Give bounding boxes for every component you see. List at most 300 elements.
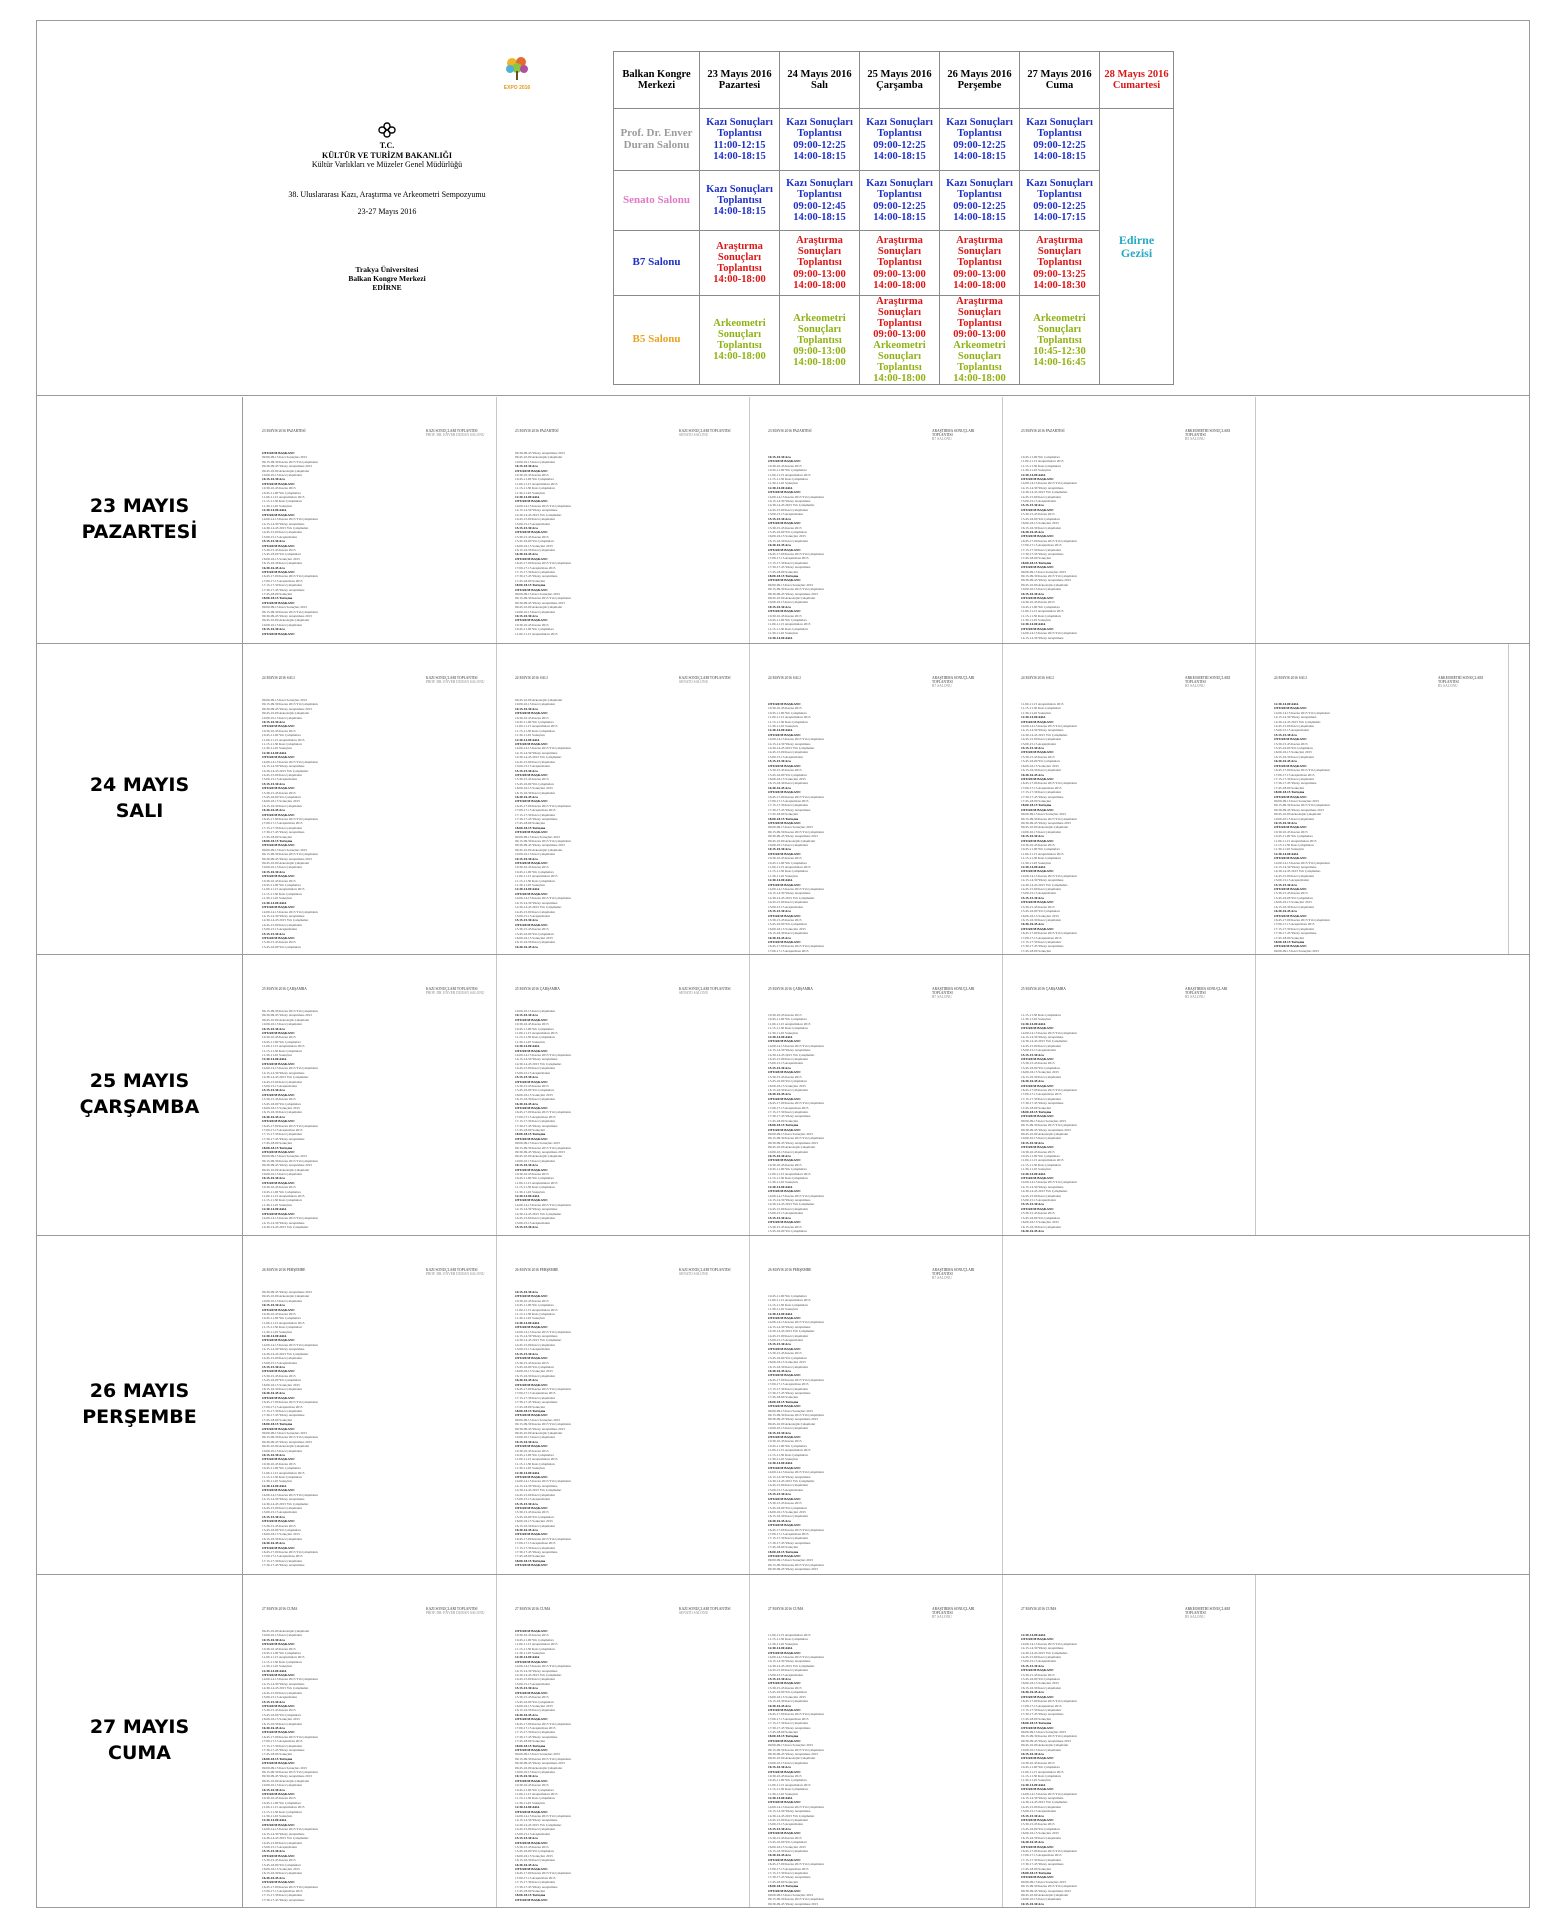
program-line: 10.30-10.45 Kazısı 2015 — [515, 715, 549, 720]
program-page-title-block — [1185, 1607, 1245, 1619]
program-line: OTURUM BAŞKANI: — [1274, 794, 1307, 799]
program-page — [1003, 397, 1256, 643]
program-line: 17.00-17.15 Araştırması 2015 — [515, 1114, 556, 1119]
program-line: 11.15-11.30 Kazı Çalışmaları — [515, 1312, 555, 1317]
program-page-lines — [262, 451, 486, 636]
program-line: OTURUM BAŞKANI: — [768, 790, 801, 795]
program-line: 10.30-10.45 Kazısı 2015 — [262, 1646, 296, 1651]
program-line: OTURUM BAŞKANI: — [515, 530, 548, 535]
program-line: OTURUM BAŞKANI: — [262, 935, 295, 940]
program-line: OTURUM BAŞKANI: — [768, 609, 801, 614]
program-line: 18.00-18.15 Tartışma — [262, 1422, 293, 1427]
program-line: 14.00-14.15 Kazısı 2015 Yılı Çalışmaları — [262, 1677, 318, 1682]
program-page-title: ARAŞTIRMA SONUÇLARI TOPLANTISI — [932, 676, 975, 684]
program-line: OTURUM BAŞKANI: — [1274, 737, 1307, 742]
program-line: 15.45-16.00 Yılı Çalışmaları — [262, 1101, 301, 1106]
program-line: 17.15-17.30 Kazı Çalışmaları — [515, 1119, 556, 1124]
program-line: 09.15-09.30 Kazısı 2015 Yılı Çalışmaları — [515, 1756, 571, 1761]
program-line: 16.15-16.30 Kazı Çalışmaları — [768, 1364, 809, 1369]
program-line: 10.00-10.15 Kazı Çalışmaları — [262, 622, 303, 627]
program-line: 18.00-18.15 Tartışma — [1021, 1870, 1052, 1875]
program-line: 10.15-10.30 Ara — [262, 1787, 285, 1792]
program-line: 11.00-11.15 Araştırmaları 2015 — [1021, 851, 1064, 856]
program-line: 16.15-16.30 Kazı Çalışmaları — [515, 940, 556, 945]
program-page-hall: PROF. DR. ENVER DURAN SALONU — [426, 680, 485, 684]
program-page-date: 27 MAYIS 2016 CUMA — [1021, 1607, 1057, 1611]
program-line: 17.15-17.30 Kazı Çalışmaları — [1021, 1857, 1062, 1862]
program-line: 10.00-10.15 Kazı Çalışmaları — [515, 459, 556, 464]
program-line: 15.30-15.45 Kazısı 2015 — [1274, 741, 1308, 746]
program-line: 10.45-11.00 Yılı Çalışmaları — [515, 477, 554, 482]
program-page-header — [1021, 987, 1245, 999]
program-line: 15.30-15.45 Kazısı 2015 — [1021, 1672, 1055, 1677]
program-line: 12.30-14.00 ARA — [262, 508, 287, 513]
program-page — [244, 1575, 497, 1907]
day-row — [37, 397, 1529, 644]
program-line: 11.00-11.15 Araştırmaları 2015 — [768, 715, 811, 720]
program-line: OTURUM BAŞKANI: — [1274, 706, 1307, 711]
program-page — [1256, 644, 1509, 954]
program-line: 09.00-09.15 Kazı Sonuçları 2015 — [1274, 798, 1320, 803]
program-line: 10.30-10.45 Kazısı 2015 — [515, 1448, 549, 1453]
program-line: 17.15-17.30 Kazı Çalışmaları — [515, 1395, 556, 1400]
program-line: OTURUM BAŞKANI: — [262, 1703, 295, 1708]
program-line: 15.00-15.15 Araştırmaları — [515, 1070, 551, 1075]
program-page-date: 24 MAYIS 2016 SALI — [515, 676, 548, 680]
program-line: 11.15-11.30 Kazı Çalışmaları — [262, 1809, 302, 1814]
program-line: 16.30-16.45 Ara — [768, 1703, 791, 1708]
program-line: 16.45-17.00 Kazısı 2015 Yılı Çalışmaları — [1021, 1699, 1077, 1704]
program-line: OTURUM BAŞKANI: — [515, 1325, 548, 1330]
program-line: 10.30-10.45 Kazısı 2015 — [262, 1185, 296, 1190]
program-line: 09.00-09.15 Kazı Sonuçları 2015 — [262, 698, 308, 702]
program-line: 18.00-18.15 Tartışma — [515, 1558, 546, 1563]
program-line: OTURUM BAŞKANI: — [515, 772, 548, 777]
program-line: 14.45-15.00 Kazı Çalışmaları — [515, 1216, 556, 1221]
program-page-lines — [768, 702, 992, 953]
program-line: 16.00-16.15 Sonuçları 2015 — [1021, 1070, 1059, 1075]
program-line: 17.00-17.15 Araştırması 2015 — [1274, 772, 1315, 777]
program-line: 15.30-15.45 Kazısı 2015 — [262, 547, 296, 552]
program-line: 18.00-18.15 Tartışma — [768, 1734, 799, 1739]
program-line: 10.45-11.00 Yılı Çalışmaları — [515, 1453, 554, 1458]
program-line: 09.45-10.00 Arkeolojik Çalışmalar — [768, 1756, 816, 1761]
program-line: 11.30-11.45 Sonuçları — [515, 733, 545, 738]
program-line: OTURUM BAŞKANI: — [515, 1017, 548, 1022]
program-line: 17.15-17.30 Kazı Çalışmaları — [1274, 926, 1315, 931]
program-line: 12.30-14.00 ARA — [262, 750, 287, 755]
program-page — [1003, 644, 1256, 954]
program-line: 11.00-11.15 Araştırmaları 2015 — [768, 1171, 811, 1176]
day-header-5: 27 Mayıs 2016 Cuma — [1020, 52, 1100, 109]
program-line: 12.30-14.00 ARA — [768, 485, 793, 490]
program-page-title-block — [426, 676, 486, 684]
program-line: 11.15-11.30 Kazı Çalışmaları — [1021, 1774, 1061, 1778]
program-line: 11.00-11.15 Araştırmaları 2015 — [515, 1180, 558, 1185]
program-line: 09.45-10.00 Arkeolojik Çalışmalar — [262, 1167, 310, 1172]
program-line: OTURUM BAŞKANI: — [262, 1545, 295, 1550]
program-line: 09.00-09.15 Kazı Sonuçları 2015 — [515, 1417, 561, 1422]
program-line: 10.00-10.15 Kazı Çalışmaları — [515, 852, 556, 857]
program-line: OTURUM BAŞKANI: — [768, 1158, 801, 1163]
program-line: 15.00-15.15 Araştırmaları — [515, 521, 551, 526]
program-line: 18.00-18.15 Tartışma — [262, 1756, 293, 1761]
program-line: OTURUM BAŞKANI: — [768, 702, 801, 706]
program-line: 11.30-11.45 Sonuçları — [1021, 710, 1051, 715]
program-line: 14.45-15.00 Kazı Çalışmaları — [1021, 494, 1062, 499]
program-line: OTURUM BAŞKANI: — [1021, 1114, 1054, 1119]
program-line: 10.00-10.15 Kazı Çalışmaları — [262, 1448, 303, 1453]
program-line: OTURUM BAŞKANI: — [262, 905, 295, 910]
program-line: 16.00-16.15 Sonuçları 2015 — [1021, 521, 1059, 526]
program-page — [750, 1575, 1003, 1907]
program-line: 11.30-11.45 Sonuçları — [262, 1664, 292, 1669]
program-line: OTURUM BAŞKANI: — [768, 1039, 801, 1044]
day-label: 25 MAYIS ÇARŞAMBA — [37, 955, 243, 1235]
program-line: 16.15-16.30 Kazı Çalışmaları — [1021, 768, 1062, 773]
program-line: 16.45-17.00 Kazısı 2015 Yılı Çalışmaları — [1021, 781, 1077, 786]
program-line: 10.00-10.15 Kazı Çalışmaları — [1021, 1136, 1062, 1141]
program-line: 11.30-11.45 Sonuçları — [262, 503, 292, 508]
program-line: 09.45-10.00 Arkeolojik Çalışmalar — [768, 838, 816, 843]
program-line: 14.30-14.45 2015 Yılı Çalışmaları — [768, 1813, 815, 1818]
program-page-title: KAZI SONUÇLARI TOPLANTISI — [426, 429, 478, 433]
program-line: 17.30-17.45 Yüzey Araştırması — [262, 1136, 305, 1141]
program-line: 17.30-17.45 Yüzey Araştırması — [768, 1114, 811, 1119]
program-line: 11.15-11.30 Kazı Çalışmaları — [768, 477, 808, 482]
program-line: 14.00-14.15 Kazısı 2015 Yılı Çalışmaları — [1274, 860, 1330, 865]
program-line: 12.30-14.00 ARA — [515, 495, 540, 500]
program-line: 17.30-17.45 Yüzey Araştırması — [1021, 1101, 1064, 1106]
program-line: 15.30-15.45 Kazısı 2015 — [262, 1097, 296, 1102]
program-line: 09.15-09.30 Kazısı 2015 Yılı Çalışmaları — [262, 1158, 318, 1163]
program-line: 10.30-10.45 Kazısı 2015 — [768, 1774, 802, 1778]
program-page-title: ARKEOMETRİ SONUÇLARI TOPLANTISI — [1185, 1607, 1231, 1615]
program-line: 14.15-14.30 Yüzey Araştırması — [768, 499, 811, 504]
program-line: 14.00-14.15 Kazısı 2015 Yılı Çalışmaları — [768, 1470, 824, 1475]
program-line: 16.00-16.15 Sonuçları 2015 — [768, 1509, 806, 1514]
program-line: OTURUM BAŞKANI: — [768, 1096, 801, 1101]
program-line: 14.15-14.30 Yüzey Araştırması — [515, 1057, 558, 1062]
program-line: 15.00-15.15 Araştırmaları — [262, 1083, 298, 1088]
program-line: 11.30-11.45 Sonuçları — [262, 1814, 292, 1819]
program-page-title-block — [932, 429, 992, 441]
program-line: 15.30-15.45 Kazısı 2015 — [262, 1858, 296, 1863]
program-line: 18.00-18.15 Tartışma — [515, 1408, 546, 1413]
program-line: OTURUM BAŞKANI: — [262, 1673, 295, 1678]
program-line: 15.15-15.30 Ara — [1021, 1813, 1044, 1818]
program-page — [244, 397, 497, 643]
program-line: 09.00-09.15 Kazı Sonuçları 2015 — [1021, 1118, 1067, 1123]
program-line: 09.00-09.15 Kazı Sonuçları 2015 — [768, 1131, 814, 1136]
program-line: OTURUM BAŞKANI: — [768, 1435, 801, 1439]
program-line: 11.30-11.45 Sonuçları — [1021, 618, 1051, 623]
program-line: OTURUM BAŞKANI: — [1021, 750, 1054, 755]
program-line: 16.00-16.15 Sonuçları 2015 — [1021, 763, 1059, 768]
university-name: Trakya Üniversitesi — [355, 264, 419, 274]
program-line: 10.15-10.30 Ara — [768, 604, 791, 609]
program-line: 14.45-15.00 Kazı Çalışmaları — [515, 517, 556, 522]
day-label: 23 MAYIS PAZARTESİ — [37, 397, 243, 643]
program-line: OTURUM BAŞKANI: — [768, 913, 801, 918]
program-line: 16.00-16.15 Sonuçları 2015 — [515, 935, 553, 940]
program-line: 14.45-15.00 Kazı Çalışmaları — [768, 750, 809, 755]
program-line: OTURUM BAŞKANI: — [768, 1373, 801, 1378]
program-page-header — [768, 429, 992, 441]
program-line: 15.00-15.15 Araştırmaları — [515, 1347, 551, 1352]
program-line: 10.45-11.00 Yılı Çalışmaları — [1021, 604, 1060, 609]
program-line: 10.45-11.00 Yılı Çalışmaları — [1021, 1154, 1060, 1158]
program-line: OTURUM BAŞKANI: — [515, 1866, 548, 1871]
program-line: 10.30-10.45 Kazısı 2015 — [515, 1298, 549, 1303]
program-line: 11.00-11.15 Araştırmaları 2015 — [262, 1655, 305, 1660]
program-page-lines — [1274, 702, 1498, 953]
program-page-title: KAZI SONUÇLARI TOPLANTISI — [679, 1607, 731, 1611]
program-line: 14.30-14.45 2015 Yılı Çalışmaları — [768, 1202, 815, 1207]
program-line: 10.45-11.00 Yılı Çalışmaları — [262, 1189, 301, 1194]
program-line: 10.15-10.30 Ara — [515, 706, 538, 711]
program-page-lines — [768, 1013, 992, 1233]
program-line: 10.15-10.30 Ara — [515, 1774, 538, 1779]
program-line: 10.00-10.15 Kazı Çalışmaları — [1021, 829, 1062, 834]
program-line: 14.30-14.45 2015 Yılı Çalışmaları — [262, 768, 309, 773]
program-line: OTURUM BAŞKANI: — [768, 1220, 801, 1225]
program-line: 16.45-17.00 Kazısı 2015 Yılı Çalışmaları — [1021, 931, 1077, 936]
program-line: 10.45-11.00 Yılı Çalışmaları — [1021, 847, 1060, 852]
program-line: 18.00-18.15 Tartışma — [1021, 1721, 1052, 1726]
program-line: 09.45-10.00 Arkeolojik Çalışmalar — [1021, 1743, 1069, 1748]
program-line: 18.00-18.15 Tartışma — [768, 1549, 799, 1554]
saturday-excursion-cell: Edirne Gezisi — [1100, 109, 1174, 385]
program-line: 15.00-15.15 Araştırmaları — [1021, 1048, 1057, 1053]
program-line: 15.30-15.45 Kazısı 2015 — [515, 927, 549, 932]
program-line: 09.30-09.45 Yüzey Araştırması 2015 — [262, 614, 313, 619]
program-line: 09.45-10.00 Arkeolojik Çalışmalar — [768, 1145, 816, 1150]
program-line: 15.45-16.00 Yılı Çalışmaları — [768, 772, 807, 777]
program-line: 09.15-09.30 Kazısı 2015 Yılı Çalışmaları — [768, 1412, 824, 1417]
program-line: 14.00-14.15 Kazısı 2015 Yılı Çalışmaları — [1021, 873, 1077, 878]
program-line: 14.00-14.15 Kazısı 2015 Yılı Çalışmaları — [515, 503, 571, 508]
program-line: 10.00-10.15 Kazı Çalışmaları — [515, 1770, 556, 1774]
program-page-title: KAZI SONUÇLARI TOPLANTISI — [426, 676, 478, 680]
program-line: 11.00-11.15 Araştırmaları 2015 — [262, 1194, 305, 1199]
program-line: 17.00-17.15 Araştırması 2015 — [515, 1725, 556, 1730]
program-line: 15.15-15.30 Ara — [262, 1699, 285, 1704]
program-line: OTURUM BAŞKANI: — [262, 1519, 295, 1524]
session-cell: Kazı Sonuçları Toplantısı 09:00-12:45 14:00-18:15 — [780, 171, 860, 231]
program-line: 15.45-16.00 Yılı Çalışmaları — [515, 539, 554, 544]
program-line: 17.45-18.00 Sonuçları — [1021, 798, 1052, 803]
program-page — [750, 1236, 1003, 1574]
program-line: 17.45-18.00 Sonuçları — [768, 1395, 799, 1400]
program-line: 11.30-11.45 Sonuçları — [768, 1307, 798, 1312]
symposium-dates: 23-27 Mayıs 2016 — [357, 207, 417, 217]
program-page-title: KAZI SONUÇLARI TOPLANTISI — [679, 676, 731, 680]
program-line: OTURUM BAŞKANI: — [1021, 507, 1054, 512]
program-line: 11.30-11.45 Sonuçları — [768, 873, 798, 878]
program-line: OTURUM BAŞKANI: — [1021, 926, 1054, 931]
program-line: 15.45-16.00 Yılı Çalışmaları — [515, 1849, 554, 1854]
program-line: 16.15-16.30 Kazı Çalışmaları — [768, 1699, 809, 1704]
program-line: 15.15-15.30 Ara — [768, 1342, 791, 1347]
program-page-hall: B5 SALONU — [1438, 684, 1458, 688]
program-line: 12.30-14.00 ARA — [1021, 865, 1046, 870]
program-line: 15.30-15.45 Kazısı 2015 — [1021, 1822, 1055, 1827]
program-line: 14.00-14.15 Kazısı 2015 Yılı Çalışmaları — [768, 1320, 824, 1325]
program-line: 10.45-11.00 Yılı Çalışmaları — [262, 733, 301, 738]
program-page-header — [1274, 676, 1498, 688]
program-line: 17.30-17.45 Yüzey Araştırması — [768, 1725, 811, 1730]
session-research-text: Araştırma Sonuçları Toplantısı 09:00-13:00 — [953, 296, 1006, 341]
program-line: 14.30-14.45 2015 Yılı Çalışmaları — [262, 525, 309, 530]
program-line: 14.45-15.00 Kazı Çalışmaları — [262, 1840, 303, 1845]
program-line: 15.15-15.30 Ara — [262, 1849, 285, 1854]
program-page-title-block — [1185, 429, 1245, 441]
program-line: 14.15-14.30 Yüzey Araştırması — [515, 900, 558, 905]
program-line: 18.00-18.15 Tartışma — [515, 1893, 546, 1898]
program-page-title-block — [932, 1268, 992, 1280]
program-line: OTURUM BAŞKANI: — [1021, 534, 1054, 539]
program-line: 15.15-15.30 Ara — [1021, 1663, 1044, 1668]
program-line: OTURUM BAŞKANI: — [1021, 1787, 1054, 1792]
program-line: 09.45-10.00 Arkeolojik Çalışmalar — [262, 1778, 310, 1783]
program-line: 17.00-17.15 Araştırması 2015 — [768, 948, 809, 953]
program-line: 15.00-15.15 Araştırmaları — [768, 512, 804, 517]
program-line: 14.30-14.45 2015 Yılı Çalışmaları — [1274, 719, 1321, 724]
program-line: 09.00-09.15 Kazı Sonuçları 2015 — [768, 1892, 814, 1897]
program-line: OTURUM BAŞKANI: — [262, 451, 295, 455]
program-line: 11.15-11.30 Kazı Çalışmaları — [768, 1637, 808, 1642]
program-line: 17.15-17.30 Kazı Çalışmaları — [1274, 776, 1315, 781]
program-line: 14.30-14.45 2015 Yılı Çalışmaları — [1021, 490, 1068, 495]
program-line: 11.00-11.15 Araştırmaları 2015 — [515, 1031, 558, 1036]
program-line: 14.15-14.30 Yüzey Araştırması — [1021, 878, 1064, 883]
program-line: OTURUM BAŞKANI: — [262, 1488, 295, 1493]
program-page-header — [768, 987, 992, 999]
program-line: 11.00-11.15 Araştırmaları 2015 — [768, 865, 811, 870]
program-line: 16.00-16.15 Sonuçları 2015 — [768, 534, 806, 539]
program-line: 15.00-15.15 Araştırmaları — [768, 1672, 804, 1677]
program-line: 17.30-17.45 Yüzey Araştırması — [768, 1875, 811, 1880]
program-line: 10.45-11.00 Yılı Çalışmaları — [262, 1466, 301, 1471]
program-line: 16.00-16.15 Sonuçları 2015 — [1021, 1681, 1059, 1686]
program-line: 16.00-16.15 Sonuçları 2015 — [1021, 913, 1059, 918]
program-line: 09.00-09.15 Kazı Sonuçları 2015 — [262, 605, 308, 610]
program-line: 10.00-10.15 Kazı Çalışmaları — [515, 609, 556, 614]
program-line: 16.00-16.15 Sonuçları 2015 — [515, 1703, 553, 1708]
program-line: OTURUM BAŞKANI: — [515, 891, 548, 896]
program-line: OTURUM BAŞKANI: — [768, 1707, 801, 1712]
program-line: 17.30-17.45 Yüzey Araştırması — [262, 1747, 305, 1752]
program-line: OTURUM BAŞKANI: — [1021, 1637, 1054, 1642]
program-line: 10.00-10.15 Kazı Çalışmaları — [1021, 587, 1062, 592]
program-line: 16.45-17.00 Kazısı 2015 Yılı Çalışmaları — [1274, 917, 1330, 922]
program-line: 17.00-17.15 Araştırması 2015 — [1021, 543, 1062, 548]
program-line: OTURUM BAŞKANI: — [262, 874, 295, 879]
program-page-lines — [1021, 702, 1245, 953]
program-line: 12.30-14.00 ARA — [515, 1044, 540, 1049]
program-line: 11.00-11.15 Araştırmaları 2015 — [768, 1298, 811, 1303]
program-line: 09.30-09.45 Yüzey Araştırması 2015 — [768, 1140, 819, 1145]
program-line: 10.00-10.15 Kazı Çalışmaları — [515, 702, 556, 707]
program-page-title: ARAŞTIRMA SONUÇLARI TOPLANTISI — [932, 1607, 975, 1615]
program-line: OTURUM BAŞKANI: — [515, 1382, 548, 1387]
program-line: 17.30-17.45 Yüzey Araştırması — [1274, 781, 1317, 786]
program-page-hall: PROF. DR. ENVER DURAN SALONU — [426, 1272, 485, 1276]
program-line: 15.00-15.15 Araştırmaları — [262, 1510, 298, 1515]
program-line: 15.30-15.45 Kazısı 2015 — [262, 1373, 296, 1378]
program-line: 14.45-15.00 Kazı Çalışmaları — [515, 1827, 556, 1832]
program-line: 16.15-16.30 Kazı Çalışmaları — [515, 1708, 556, 1713]
program-line: 15.15-15.30 Ara — [1021, 746, 1044, 751]
program-line: 15.45-16.00 Yılı Çalışmaları — [768, 1079, 807, 1084]
program-line: 11.15-11.30 Kazı Çalışmaları — [262, 891, 302, 896]
program-line: 10.30-10.45 Kazısı 2015 — [768, 613, 802, 618]
program-line: OTURUM BAŞKANI: — [262, 1338, 295, 1343]
program-page-title: ARAŞTIRMA SONUÇLARI TOPLANTISI — [932, 1268, 975, 1276]
program-line: 16.15-16.30 Kazı Çalışmaları — [1274, 754, 1315, 759]
program-line: 14.30-14.45 2015 Yılı Çalışmaları — [515, 1488, 562, 1493]
program-line: 16.00-16.15 Sonuçları 2015 — [768, 1360, 806, 1365]
program-line: 16.45-17.00 Kazısı 2015 Yılı Çalışmaları — [768, 1712, 824, 1717]
program-line: 10.15-10.30 Ara — [768, 1154, 791, 1158]
program-line: 09.30-09.45 Yüzey Araştırması 2015 — [768, 591, 819, 596]
program-line: 17.30-17.45 Yüzey Araştırması — [768, 1540, 811, 1545]
program-line: 14.15-14.30 Yüzey Araştırması — [1021, 1796, 1064, 1801]
program-line: 16.45-17.00 Kazısı 2015 Yılı Çalışmaları — [1021, 538, 1077, 543]
program-line: 15.45-16.00 Yılı Çalışmaları — [1021, 1677, 1060, 1682]
program-line: 14.30-14.45 2015 Yılı Çalışmaları — [1021, 1650, 1068, 1655]
program-line: 17.30-17.45 Yüzey Araştırması — [515, 1400, 558, 1405]
program-line: 16.00-16.15 Sonuçları 2015 — [262, 799, 300, 804]
program-line: 11.30-11.45 Sonuçları — [768, 724, 798, 729]
program-line: 10.45-11.00 Yılı Çalışmaları — [262, 1316, 301, 1321]
program-line: 09.00-09.15 Kazı Sonuçları 2015 — [262, 847, 308, 852]
program-page-title-block — [426, 1607, 486, 1615]
program-line: 09.00-09.15 Kazı Sonuçları 2015 — [262, 1431, 308, 1435]
program-page — [497, 1236, 750, 1574]
program-line: 17.45-18.00 Sonuçları — [768, 1545, 799, 1550]
program-line: 10.45-11.00 Yılı Çalışmaları — [1021, 455, 1060, 459]
program-line: 11.00-11.15 Araştırmaları 2015 — [515, 1642, 558, 1647]
program-page-header — [1021, 676, 1245, 688]
program-line: 16.15-16.30 Kazı Çalışmaları — [515, 547, 556, 552]
program-line: 09.00-09.15 Kazı Sonuçları 2015 — [768, 1743, 814, 1748]
program-line: 10.30-10.45 Kazısı 2015 — [515, 473, 549, 478]
program-line: 14.45-15.00 Kazı Çalışmaları — [1021, 1193, 1062, 1198]
program-line: 16.30-16.45 Ara — [1274, 909, 1297, 914]
program-line: 16.00-16.15 Sonuçları 2015 — [1021, 1220, 1059, 1225]
program-page — [750, 955, 1003, 1235]
program-line: OTURUM BAŞKANI: — [768, 1070, 801, 1075]
program-line: 15.00-15.15 Araştırmaları — [1021, 499, 1057, 504]
program-line: OTURUM BAŞKANI: — [1021, 1668, 1054, 1673]
program-line: 15.15-15.30 Ara — [1274, 732, 1297, 737]
program-page-date: 27 MAYIS 2016 CUMA — [768, 1607, 804, 1611]
program-line: 11.30-11.45 Sonuçları — [515, 1039, 545, 1044]
program-line: 16.30-16.45 Ara — [1274, 759, 1297, 764]
program-line: 14.00-14.15 Kazısı 2015 Yılı Çalışmaları — [262, 1492, 318, 1497]
program-line: 14.45-15.00 Kazı Çalışmaları — [262, 1690, 303, 1695]
program-line: 17.15-17.30 Kazı Çalışmaları — [768, 1721, 809, 1726]
program-line: 10.30-10.45 Kazısı 2015 — [515, 1783, 549, 1788]
program-line: OTURUM BAŞKANI: — [1274, 763, 1307, 768]
program-line: 17.00-17.15 Araştırması 2015 — [1021, 1703, 1062, 1708]
program-line: 16.30-16.45 Ara — [515, 1862, 538, 1867]
day-label: 26 MAYIS PERŞEMBE — [37, 1236, 243, 1574]
program-line: 15.00-15.15 Araştırmaları — [768, 1211, 804, 1216]
program-line: 15.15-15.30 Ara — [262, 539, 285, 544]
